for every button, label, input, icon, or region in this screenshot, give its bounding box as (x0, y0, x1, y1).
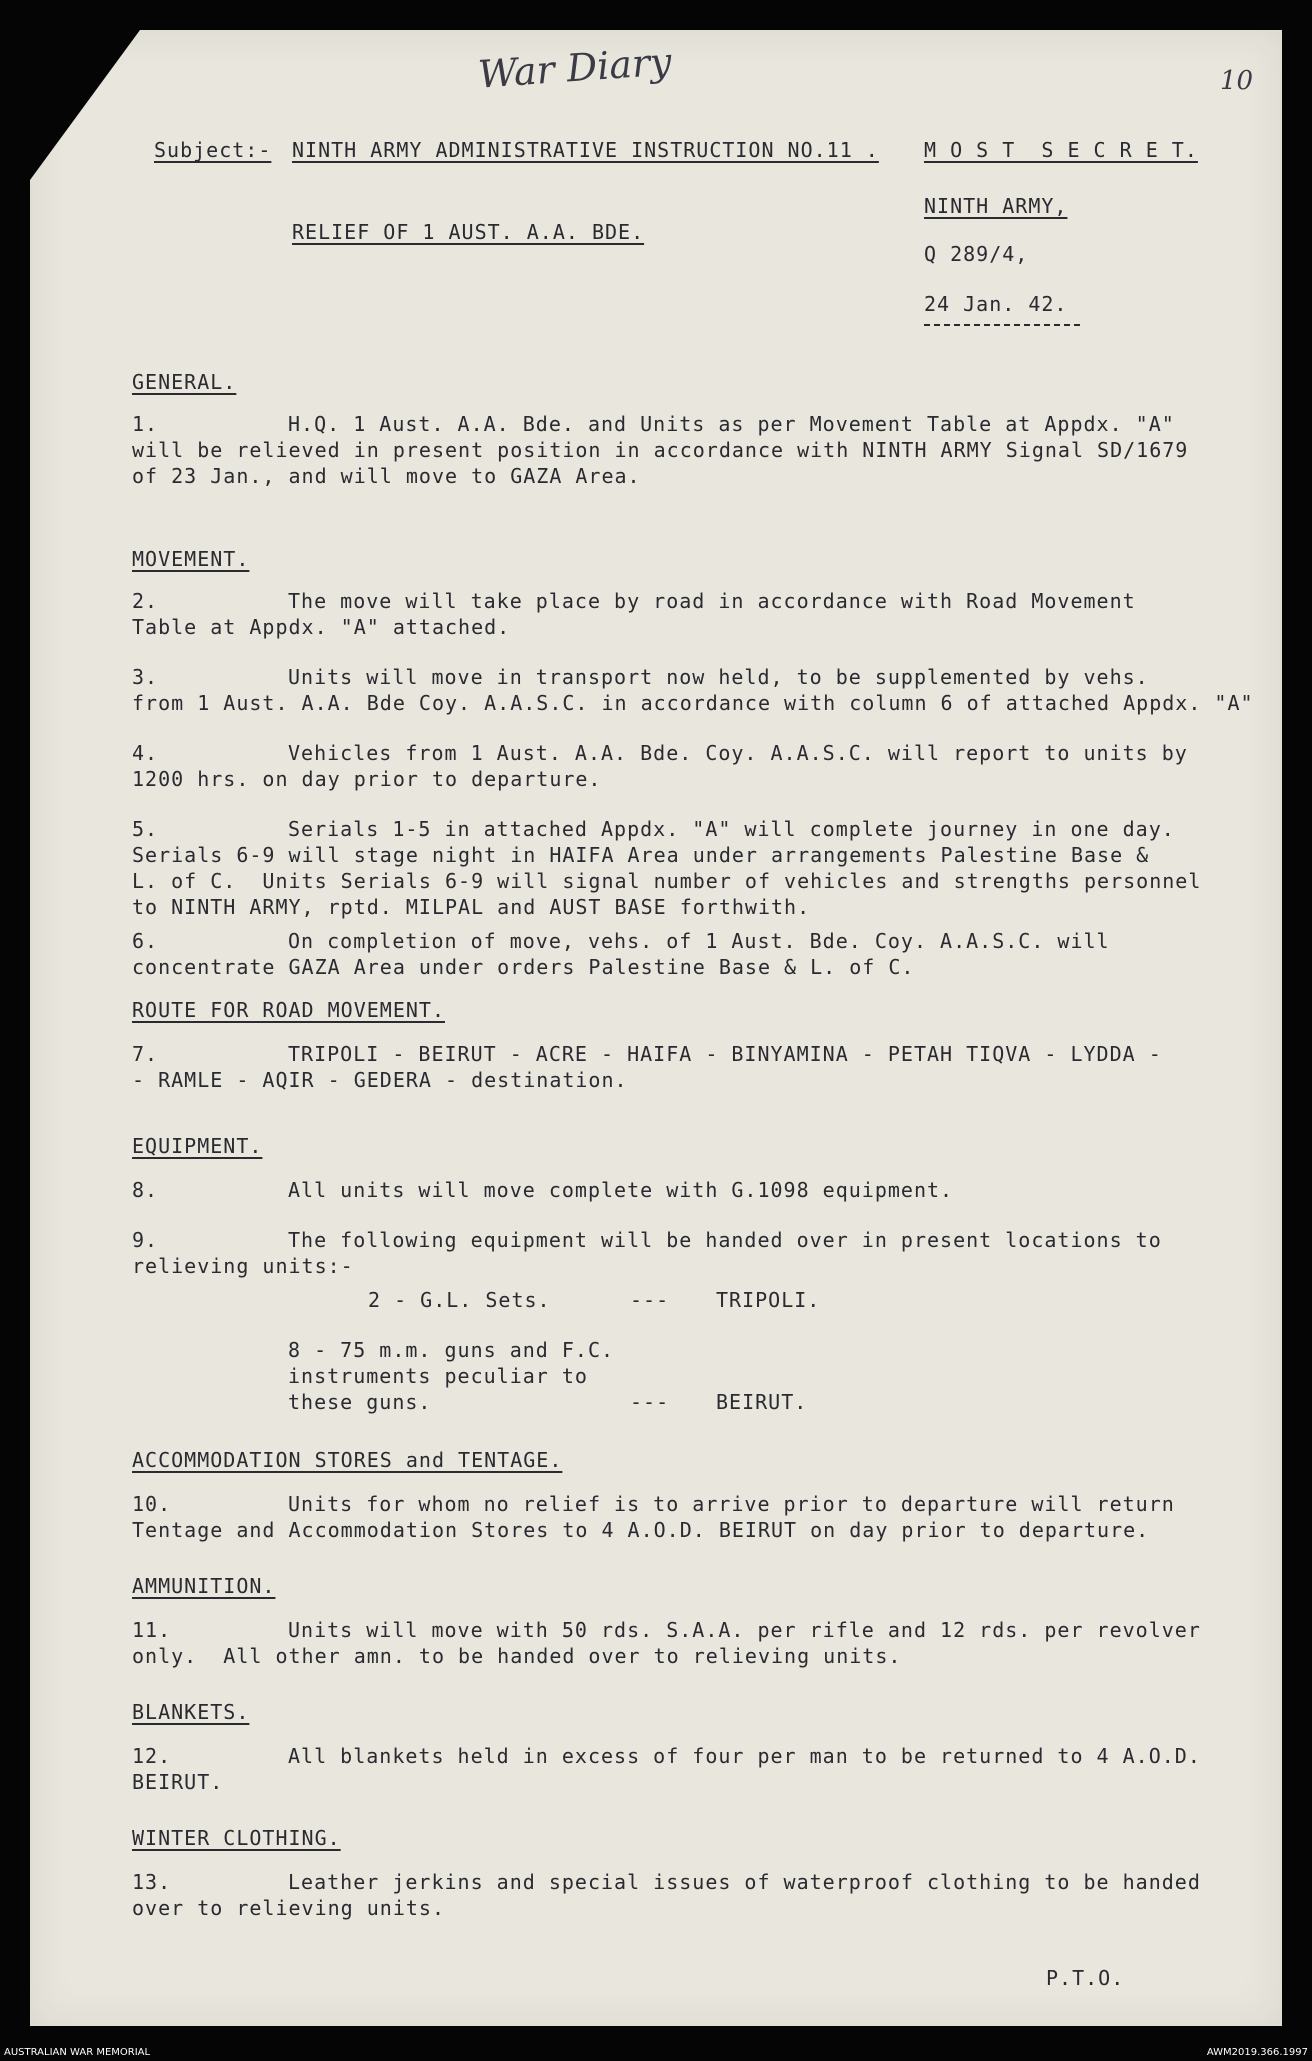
paragraph-line: concentrate GAZA Area under orders Palestine Base & L. of C. (132, 955, 915, 979)
paragraph-line: On completion of move, vehs. of 1 Aust. Bde. Coy. A.A.S.C. will (288, 929, 1110, 953)
equipment-item: 8 - 75 m.m. guns and F.C. (288, 1338, 615, 1362)
issuer: NINTH ARMY, (924, 194, 1068, 218)
paragraph-line: All units will move complete with G.1098 equipment. (288, 1178, 954, 1202)
paragraph-line: All blankets held in excess of four per man to be returned to 4 A.O.D. (288, 1744, 1201, 1768)
paragraph-line: L. of C. Units Serials 6-9 will signal number of vehicles and strengths personnel (132, 869, 1202, 893)
paragraph-line: to NINTH ARMY, rptd. MILPAL and AUST BASE forthwith. (132, 895, 811, 919)
equipment-location: BEIRUT. (716, 1390, 808, 1414)
section-heading: MOVEMENT. (132, 547, 250, 571)
paragraph-line: Units will move in transport now held, to be supplemented by vehs. (288, 665, 1149, 689)
footer-left: AUSTRALIAN WAR MEMORIAL (4, 2047, 151, 2058)
paragraph-line: The move will take place by road in accordance with Road Movement (288, 589, 1136, 613)
date-rule (924, 324, 1080, 326)
paragraph-line: TRIPOLI - BEIRUT - ACRE - HAIFA - BINYAMINA - PETAH TIQVA - LYDDA - (288, 1042, 1162, 1066)
equipment-item: 2 - G.L. Sets. (368, 1288, 551, 1312)
paragraph-line: Tentage and Accommodation Stores to 4 A.O.D. BEIRUT on day prior to departure. (132, 1518, 1150, 1542)
equipment-item: these guns. (288, 1390, 432, 1414)
equipment-item: instruments peculiar to (288, 1364, 588, 1388)
paragraph-number: 2. (132, 589, 159, 613)
handwritten-title: War Diary (476, 39, 673, 97)
paragraph-line: Vehicles from 1 Aust. A.A. Bde. Coy. A.A.S.C. will report to units by (288, 741, 1188, 765)
section-heading: ACCOMMODATION STORES and TENTAGE. (132, 1448, 563, 1472)
paragraph-line: BEIRUT. (132, 1770, 224, 1794)
section-heading: BLANKETS. (132, 1700, 250, 1724)
paragraph-line: only. All other amn. to be handed over to relieving units. (132, 1644, 902, 1668)
relief-title: RELIEF OF 1 AUST. A.A. BDE. (292, 220, 645, 244)
section-heading: AMMUNITION. (132, 1574, 276, 1598)
section-heading: GENERAL. (132, 370, 237, 394)
paragraph-line: Serials 6-9 will stage night in HAIFA Area under arrangements Palestine Base & (132, 843, 1150, 867)
paragraph-number: 1. (132, 412, 159, 436)
section-heading: WINTER CLOTHING. (132, 1826, 341, 1850)
paragraph-line: from 1 Aust. A.A. Bde Coy. A.A.S.C. in accordance with column 6 of attached Appdx. "A" (132, 691, 1254, 715)
paragraph-line: Units for whom no relief is to arrive prior to departure will return (288, 1492, 1175, 1516)
paragraph-number: 3. (132, 665, 159, 689)
paragraph-line: over to relieving units. (132, 1896, 445, 1920)
paragraph-number: 9. (132, 1228, 159, 1252)
paragraph-number: 13. (132, 1870, 172, 1894)
date: 24 Jan. 42. (924, 292, 1068, 316)
subject-label: Subject:- (154, 138, 272, 162)
page-number: 10 (1220, 66, 1254, 96)
paragraph-number: 8. (132, 1178, 159, 1202)
document-text (30, 30, 1282, 2026)
pto: P.T.O. (1046, 1966, 1125, 1990)
paragraph-line: Table at Appdx. "A" attached. (132, 615, 511, 639)
paragraph-line: relieving units:- (132, 1254, 354, 1278)
paragraph-line: Leather jerkins and special issues of waterproof clothing to be handed (288, 1870, 1201, 1894)
reference: Q 289/4, (924, 242, 1029, 266)
section-heading: ROUTE FOR ROAD MOVEMENT. (132, 998, 445, 1022)
paragraph-line: will be relieved in present position in accordance with NINTH ARMY Signal SD/1679 (132, 438, 1189, 462)
paragraph-number: 12. (132, 1744, 172, 1768)
footer-right: AWM2019.366.1997 (1206, 2047, 1308, 2058)
paragraph-number: 4. (132, 741, 159, 765)
paragraph-number: 7. (132, 1042, 159, 1066)
paragraph-line: Units will move with 50 rds. S.A.A. per rifle and 12 rds. per revolver (288, 1618, 1201, 1642)
paragraph-number: 11. (132, 1618, 172, 1642)
equipment-location: TRIPOLI. (716, 1288, 821, 1312)
section-heading: EQUIPMENT. (132, 1134, 263, 1158)
paragraph-number: 5. (132, 817, 159, 841)
paragraph-number: 6. (132, 929, 159, 953)
equipment-separator: --- (630, 1288, 670, 1312)
paragraph-line: of 23 Jan., and will move to GAZA Area. (132, 464, 641, 488)
paragraph-line: Serials 1-5 in attached Appdx. "A" will complete journey in one day. (288, 817, 1175, 841)
paragraph-line: - RAMLE - AQIR - GEDERA - destination. (132, 1068, 628, 1092)
equipment-separator: --- (630, 1390, 670, 1414)
classification: M O S T S E C R E T. (924, 138, 1198, 162)
paragraph-line: 1200 hrs. on day prior to departure. (132, 767, 602, 791)
subject-text: NINTH ARMY ADMINISTRATIVE INSTRUCTION NO.11 . (292, 138, 879, 162)
document-body (30, 30, 1282, 2026)
paragraph-number: 10. (132, 1492, 172, 1516)
paragraph-line: The following equipment will be handed over in present locations to (288, 1228, 1162, 1252)
paragraph-line: H.Q. 1 Aust. A.A. Bde. and Units as per Movement Table at Appdx. "A" (288, 412, 1175, 436)
